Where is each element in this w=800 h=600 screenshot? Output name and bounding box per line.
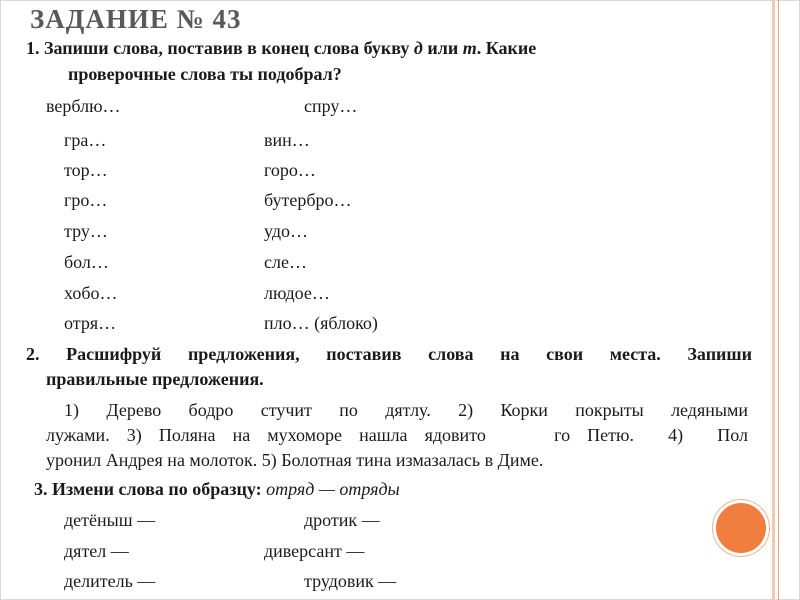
task1-left-word: гра… [64,130,107,150]
task2-body-line2: лужами. 3) Поляна на мухоморе нашла ядовито го Петю. 4) Пол [46,425,748,445]
task2-body-line3: уронил Андрея на молоток. 5) Болотная тина измазалась в Диме. [46,450,544,470]
task2-heading-line1: 2. Расшифруй предложения, поставив слова на свои места. Запиши [26,344,752,364]
task1-right-word: удо… [264,221,309,241]
task3-left-word: делитель — [64,571,156,591]
letter-t: т [462,38,477,58]
slide-title: ЗАДАНИЕ № 43 [30,4,242,34]
task1-heading-line2: проверочные слова ты подобрал? [68,64,342,84]
task1-right-word: горо… [264,160,316,180]
task1-left-word: бол… [64,252,109,272]
task3-right-word: диверсант — [264,541,365,561]
decorative-circle [713,500,769,556]
task1-left-word: тор… [64,160,108,180]
task1-heading-end: . Какие [476,38,537,58]
task1-heading-text: 1. Запиши слова, поставив в конец слова букву [26,38,414,58]
decorative-bar [772,0,775,600]
task1-left-word: хобо… [64,283,118,303]
task1-heading-or: или [422,38,463,58]
task3-heading-line [34,479,400,500]
task2-body-line1: 1) Дерево бодро стучит по дятлу. 2) Корки покрыты ледяными [64,400,748,420]
task3-right-word: дротик — [304,510,380,530]
letter-d: д [413,38,423,58]
task1-right-word: спру… [304,96,358,116]
task1-left-word: отря… [64,313,117,333]
task1-left-word: верблю… [46,96,121,116]
task3-heading: 3. Измени слова по образцу: [34,479,262,499]
task1-right-word: людое… [264,283,330,303]
task2-heading-line2: правильные предложения. [46,369,264,389]
task1-right-word: вин… [264,130,310,150]
task3-left-word: дятел — [64,541,129,561]
task3-right-word: трудовик — [304,571,397,591]
task3-example: отряд — отряды [266,479,400,499]
task1-right-word: бутербро… [264,190,352,210]
task1-right-word: пло… (яблоко) [264,313,378,333]
decorative-line [778,0,779,600]
task3-left-word: детёныш — [64,510,156,530]
task1-right-word: сле… [264,252,307,272]
task1-left-word: гро… [64,190,108,210]
task1-left-word: тру… [64,221,108,241]
task1-heading-line1 [26,38,536,59]
